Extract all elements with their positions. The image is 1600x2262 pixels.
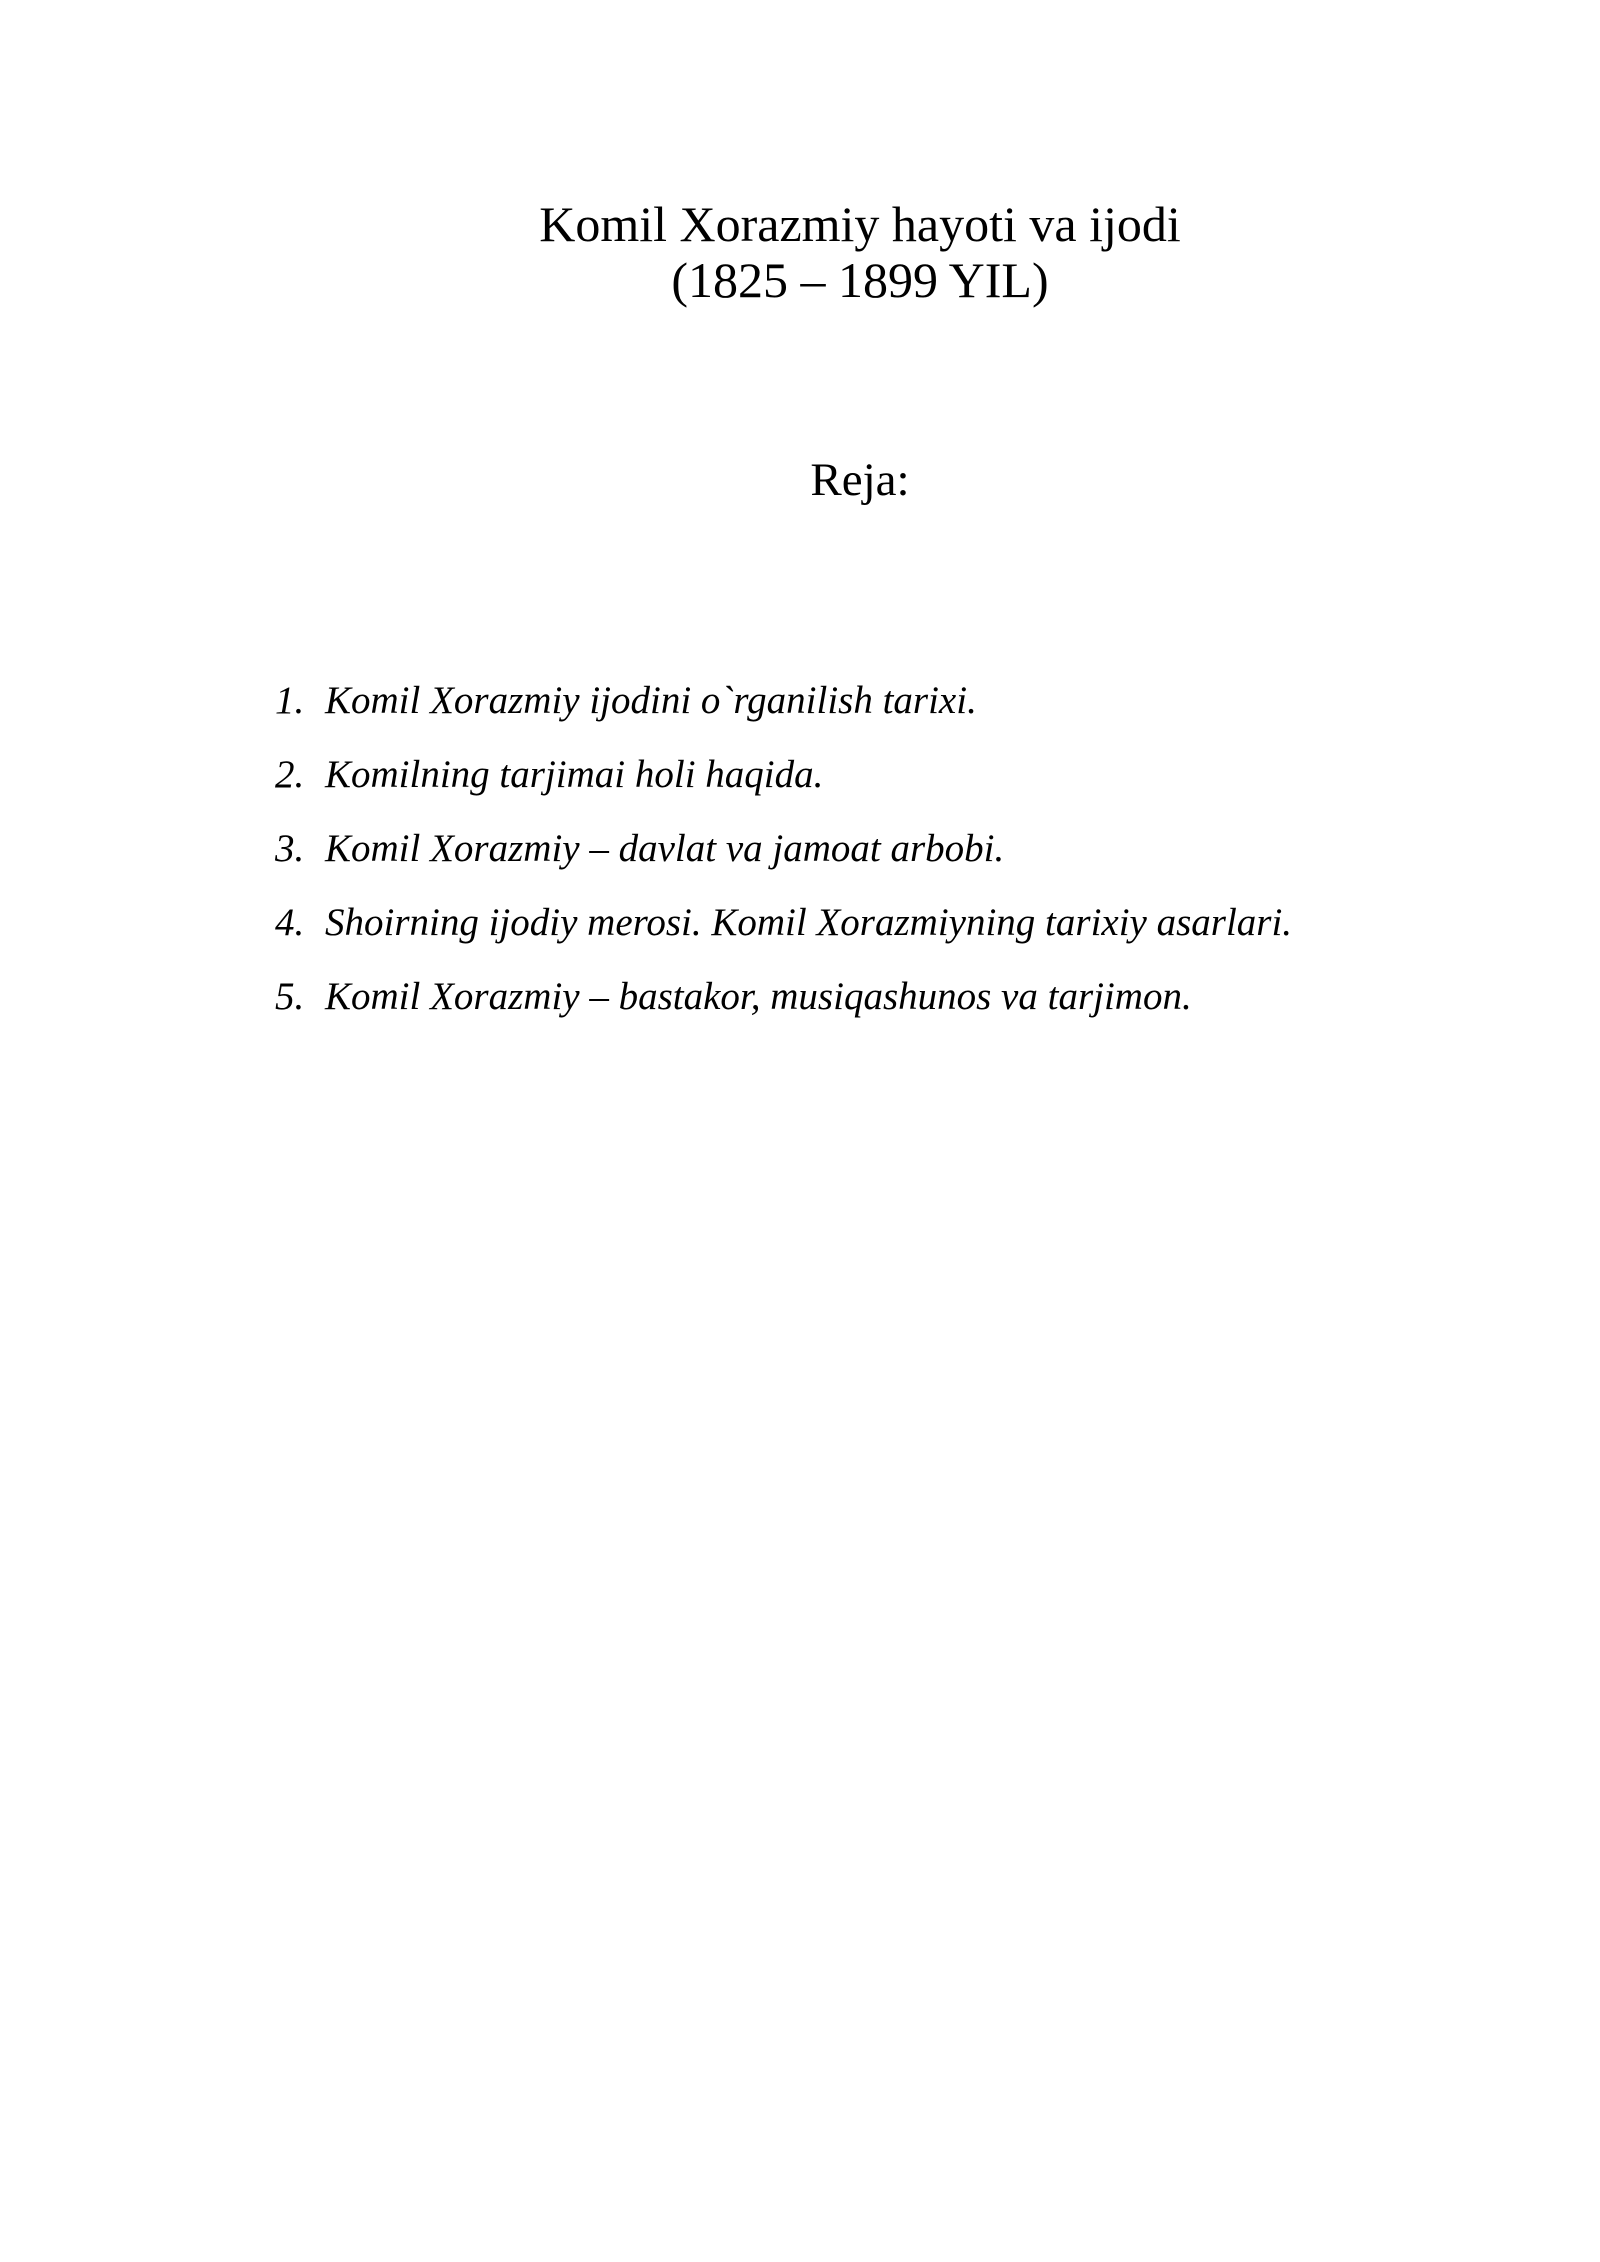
plan-item-number: 3. — [275, 827, 305, 870]
document-title: Komil Xorazmiy hayoti va ijodi — [539, 196, 1181, 252]
plan-item — [275, 972, 1515, 1046]
plan-item-number: 2. — [275, 753, 305, 796]
plan-item — [275, 676, 1515, 750]
plan-item-text: Komil Xorazmiy – bastakor, musiqashunos va tarjimon. — [325, 975, 1192, 1018]
plan-item-number: 4. — [275, 901, 305, 944]
plan-heading: Reja: — [810, 454, 910, 506]
plan-item-number: 5. — [275, 975, 305, 1018]
plan-item-number: 1. — [275, 679, 305, 722]
plan-item-text: Komilning tarjimai holi haqida. — [325, 753, 824, 796]
plan-item-text: Shoirning ijodiy merosi. Komil Xorazmiyning tarixiy asarlari. — [325, 901, 1293, 944]
plan-item-text: Komil Xorazmiy – davlat va jamoat arbobi. — [325, 827, 1005, 870]
plan-list — [275, 676, 1515, 1046]
document-subtitle: (1825 – 1899 YIL) — [671, 252, 1049, 308]
title-block — [500, 196, 1220, 308]
plan-item — [275, 898, 1515, 972]
plan-item — [275, 824, 1515, 898]
plan-item-text: Komil Xorazmiy ijodini o`rganilish tarixi. — [325, 679, 977, 722]
plan-item — [275, 750, 1515, 824]
